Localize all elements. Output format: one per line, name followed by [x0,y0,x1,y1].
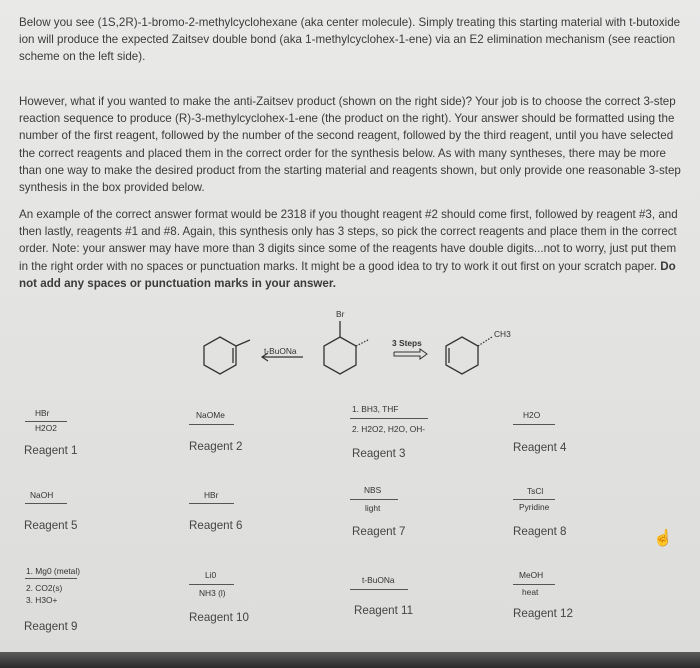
format-warning: Do not add any spaces or punctuation marks in your answer. [19,259,676,290]
reagent-8-below: Pyridine [519,502,550,512]
format-paragraph [19,206,683,292]
reagent-2-above: NaOMe [196,410,225,420]
task-paragraph: However, what if you wanted to make the anti-Zaitsev product (shown on the right side)? Your job is to choose the correct 3-step reaction sequence to produce (R)-3-methylcyclohex-1-ene (the product on the right). Your answer should be formatted using the number of the first reagent, followed by the number of the second reagent, followed by the third reagent, until you have selected the correct reagents and placed them in the correct order for the synthesis below. As with many syntheses, there may be more than one way to make the desired product from the starting material and reagents shown, but only provide one reasonable 3-step synthesis in the box provided below. [19,95,681,195]
reagent-5-label: Reagent 5 [24,519,78,532]
reagent-1-above: HBr [35,408,50,418]
reagent-10-below: NH3 (l) [199,588,226,598]
reagent-11-above: t-BuONa [362,575,395,585]
screen-bottom-edge [0,652,700,668]
reagent-3-label: Reagent 3 [352,447,406,460]
reagent-2-label: Reagent 2 [189,440,243,453]
reagent-7-label: Reagent 7 [352,525,406,538]
reagent-5-above: NaOH [30,490,54,500]
reagent-5-arrow [25,503,67,504]
reagent-1-below: H2O2 [35,423,57,433]
format-text: An example of the correct answer format would be 2318 if you thought reagent #2 should come first, followed by reagent #3, and then lastly, reagents #1 and #8. Again, this synthesis only has 3 steps, so pick the correct reagents and place them in the correct order. Note: your answer may have more than 3 digits since some of the reagents have double digits...not to worry, just put them in the right order with no spaces or punctuation marks. It might be a good idea to try to work it out first on your scratch paper. [19,208,678,273]
reagent-4-arrow [513,424,555,425]
reagent-9-line-3: 3. H3O+ [26,595,58,605]
reagent-8-above: TsCl [527,486,544,496]
reagent-12-above: MeOH [519,570,544,580]
scheme-steps-label: 3 Steps [392,338,422,348]
anti-zaitsev-product-structure [446,337,492,374]
three-steps-arrow [394,349,427,359]
reagent-4-label: Reagent 4 [513,441,567,454]
reagent-11-label: Reagent 11 [354,604,414,617]
pointer-hand-icon: ☝ [653,530,673,547]
reagent-10-label: Reagent 10 [189,611,249,624]
reagent-6-label: Reagent 6 [189,519,243,532]
reagent-12-label: Reagent 12 [513,607,573,620]
reagent-1-arrow [25,421,67,422]
zaitsev-product-structure [204,337,250,374]
reagent-6-above: HBr [204,490,219,500]
intro-paragraph: Below you see (1S,2R)-1-bromo-2-methylcyclohexane (aka center molecule). Simply treating this starting material with t-butoxide ion will produce the expected Zaitsev double bond (aka 1-methylcyclohex-1-ene) via an E2 elimination mechanism (see reaction scheme on the left side). [19,16,681,64]
reagent-9-line-2: 2. CO2(s) [26,583,63,593]
reagent-1-label: Reagent 1 [24,444,78,457]
reagent-12-below: heat [522,587,539,597]
scheme-left-reagent: t-BuONa [264,346,297,356]
scheme-methyl-label: CH3 [494,329,511,339]
reagent-8-label: Reagent 8 [513,525,567,538]
reagent-7-above: NBS [364,485,382,495]
reagent-3-below: 2. H2O2, H2O, OH- [352,424,426,434]
reagent-10-above: Li0 [205,570,217,580]
reagent-9-arrow [25,578,77,579]
reagent-6-arrow [189,503,234,504]
reaction-scheme [0,300,700,390]
reagent-9-line-1: 1. Mg0 (metal) [26,566,80,576]
reagent-4-above: H2O [523,410,541,420]
reagent-7-arrow [350,499,398,500]
reagent-7-below: light [365,503,381,513]
reagent-10-arrow [189,584,234,585]
reagent-9-label: Reagent 9 [24,620,78,633]
reagent-12-arrow [513,584,555,585]
reagent-3-above: 1. BH3, THF [352,404,399,414]
reagent-8-arrow [513,499,555,500]
starting-material-structure [324,321,368,374]
scheme-bromo-label: Br [336,309,345,319]
reaction-scheme-svg [0,300,700,390]
reagent-11-arrow [350,589,408,590]
reagent-3-arrow [350,418,428,419]
reagent-2-arrow [189,424,234,425]
